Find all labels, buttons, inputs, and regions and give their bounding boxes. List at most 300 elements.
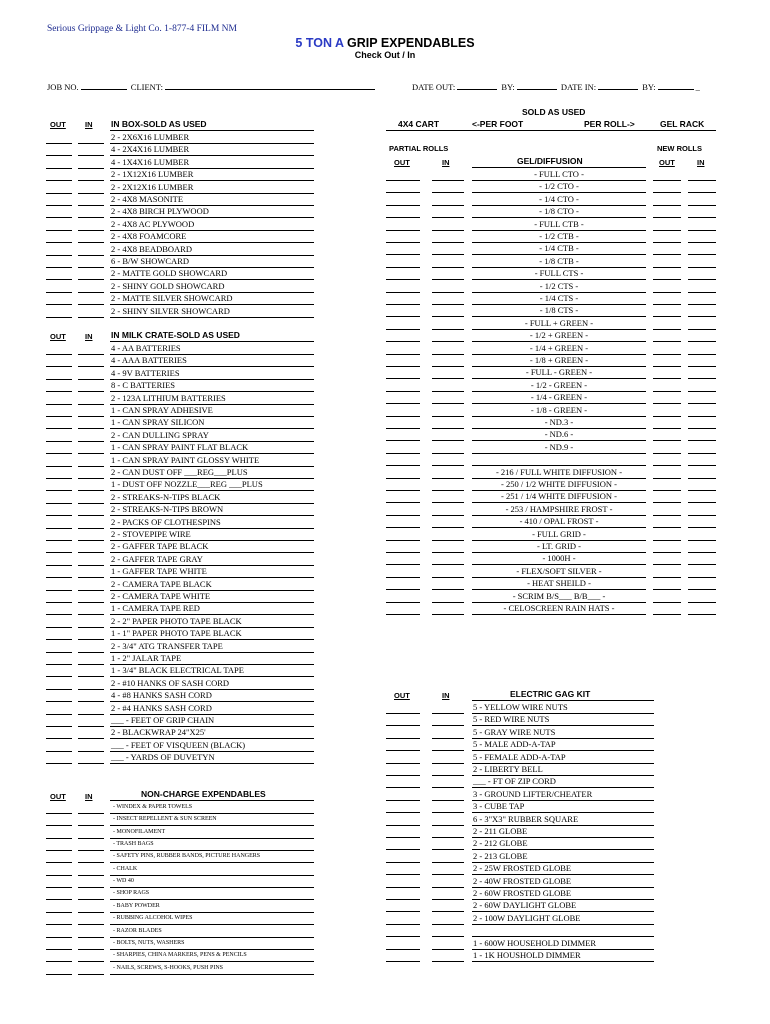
gel-out-blank[interactable] — [386, 230, 420, 231]
milk-crate-in-blank[interactable] — [78, 515, 104, 516]
gel-new-out-blank[interactable] — [653, 540, 681, 541]
electric-in-blank[interactable] — [432, 849, 464, 850]
gel-new-in-blank[interactable] — [688, 614, 716, 615]
gel-new-out-blank[interactable] — [653, 490, 681, 491]
milk-crate-out-blank[interactable] — [46, 676, 72, 677]
electric-in-blank[interactable] — [432, 825, 464, 826]
gel-new-in-blank[interactable] — [688, 292, 716, 293]
electric-in-blank[interactable] — [432, 725, 464, 726]
milk-crate-in-blank[interactable] — [78, 366, 104, 367]
gel-new-out-blank[interactable] — [653, 366, 681, 367]
milk-crate-out-blank[interactable] — [46, 701, 72, 702]
in-box-out-blank[interactable] — [46, 267, 72, 268]
gel-out-blank[interactable] — [386, 614, 420, 615]
gel-out-blank[interactable] — [386, 217, 420, 218]
electric-out-blank[interactable] — [386, 874, 420, 875]
in-box-in-blank[interactable] — [78, 279, 104, 280]
gel-new-in-blank[interactable] — [688, 304, 716, 305]
non-charge-out-blank[interactable] — [46, 887, 72, 888]
milk-crate-in-blank[interactable] — [78, 627, 104, 628]
milk-crate-out-blank[interactable] — [46, 466, 72, 467]
gel-new-out-blank[interactable] — [653, 577, 681, 578]
in-box-out-blank[interactable] — [46, 217, 72, 218]
electric-in-blank[interactable] — [432, 936, 464, 937]
gel-out-blank[interactable] — [386, 205, 420, 206]
gel-new-in-blank[interactable] — [688, 515, 716, 516]
non-charge-in-blank[interactable] — [78, 912, 104, 913]
gel-out-blank[interactable] — [386, 502, 420, 503]
gel-new-out-blank[interactable] — [653, 589, 681, 590]
gel-in-blank[interactable] — [432, 540, 464, 541]
gel-new-out-blank[interactable] — [653, 428, 681, 429]
gel-out-blank[interactable] — [386, 391, 420, 392]
gel-in-blank[interactable] — [432, 205, 464, 206]
in-box-in-blank[interactable] — [78, 217, 104, 218]
in-box-in-blank[interactable] — [78, 255, 104, 256]
gel-out-blank[interactable] — [386, 329, 420, 330]
milk-crate-out-blank[interactable] — [46, 552, 72, 553]
electric-out-blank[interactable] — [386, 961, 420, 962]
gel-new-in-blank[interactable] — [688, 242, 716, 243]
gel-in-blank[interactable] — [432, 428, 464, 429]
gel-in-blank[interactable] — [432, 577, 464, 578]
milk-crate-in-blank[interactable] — [78, 404, 104, 405]
gel-in-blank[interactable] — [432, 316, 464, 317]
electric-in-blank[interactable] — [432, 874, 464, 875]
non-charge-in-blank[interactable] — [78, 838, 104, 839]
gel-new-out-blank[interactable] — [653, 453, 681, 454]
gel-new-out-blank[interactable] — [653, 602, 681, 603]
milk-crate-out-blank[interactable] — [46, 441, 72, 442]
in-box-in-blank[interactable] — [78, 304, 104, 305]
gel-out-blank[interactable] — [386, 490, 420, 491]
milk-crate-out-blank[interactable] — [46, 503, 72, 504]
electric-out-blank[interactable] — [386, 949, 420, 950]
non-charge-in-blank[interactable] — [78, 887, 104, 888]
gel-new-out-blank[interactable] — [653, 316, 681, 317]
milk-crate-out-blank[interactable] — [46, 751, 72, 752]
non-charge-out-blank[interactable] — [46, 813, 72, 814]
milk-crate-out-blank[interactable] — [46, 590, 72, 591]
in-box-in-blank[interactable] — [78, 267, 104, 268]
milk-crate-in-blank[interactable] — [78, 664, 104, 665]
milk-crate-in-blank[interactable] — [78, 565, 104, 566]
non-charge-in-blank[interactable] — [78, 924, 104, 925]
gel-out-blank[interactable] — [386, 478, 420, 479]
milk-crate-in-blank[interactable] — [78, 552, 104, 553]
gel-out-blank[interactable] — [386, 564, 420, 565]
date-out-field[interactable] — [457, 81, 497, 90]
milk-crate-in-blank[interactable] — [78, 577, 104, 578]
gel-in-blank[interactable] — [432, 354, 464, 355]
gel-new-out-blank[interactable] — [653, 552, 681, 553]
gel-out-blank[interactable] — [386, 304, 420, 305]
in-box-in-blank[interactable] — [78, 242, 104, 243]
gel-new-in-blank[interactable] — [688, 589, 716, 590]
milk-crate-out-blank[interactable] — [46, 354, 72, 355]
non-charge-out-blank[interactable] — [46, 850, 72, 851]
non-charge-out-blank[interactable] — [46, 838, 72, 839]
electric-out-blank[interactable] — [386, 825, 420, 826]
electric-in-blank[interactable] — [432, 713, 464, 714]
electric-out-blank[interactable] — [386, 812, 420, 813]
gel-new-in-blank[interactable] — [688, 564, 716, 565]
gel-new-in-blank[interactable] — [688, 279, 716, 280]
gel-out-blank[interactable] — [386, 366, 420, 367]
electric-out-blank[interactable] — [386, 725, 420, 726]
electric-in-blank[interactable] — [432, 862, 464, 863]
gel-new-in-blank[interactable] — [688, 192, 716, 193]
gel-new-out-blank[interactable] — [653, 230, 681, 231]
gel-out-blank[interactable] — [386, 316, 420, 317]
in-box-out-blank[interactable] — [46, 317, 72, 318]
milk-crate-in-blank[interactable] — [78, 652, 104, 653]
gel-in-blank[interactable] — [432, 230, 464, 231]
electric-in-blank[interactable] — [432, 924, 464, 925]
gel-in-blank[interactable] — [432, 279, 464, 280]
in-box-in-blank[interactable] — [78, 317, 104, 318]
milk-crate-in-blank[interactable] — [78, 379, 104, 380]
electric-out-blank[interactable] — [386, 713, 420, 714]
in-box-out-blank[interactable] — [46, 155, 72, 156]
gel-new-out-blank[interactable] — [653, 292, 681, 293]
gel-in-blank[interactable] — [432, 217, 464, 218]
in-box-out-blank[interactable] — [46, 143, 72, 144]
milk-crate-in-blank[interactable] — [78, 726, 104, 727]
non-charge-in-blank[interactable] — [78, 949, 104, 950]
gel-new-out-blank[interactable] — [653, 205, 681, 206]
milk-crate-in-blank[interactable] — [78, 751, 104, 752]
milk-crate-out-blank[interactable] — [46, 565, 72, 566]
non-charge-in-blank[interactable] — [78, 850, 104, 851]
gel-out-blank[interactable] — [386, 192, 420, 193]
gel-new-out-blank[interactable] — [653, 465, 681, 466]
gel-new-in-blank[interactable] — [688, 366, 716, 367]
milk-crate-out-blank[interactable] — [46, 478, 72, 479]
gel-new-in-blank[interactable] — [688, 267, 716, 268]
milk-crate-out-blank[interactable] — [46, 577, 72, 578]
gel-new-in-blank[interactable] — [688, 354, 716, 355]
milk-crate-in-blank[interactable] — [78, 441, 104, 442]
gel-new-in-blank[interactable] — [688, 205, 716, 206]
non-charge-out-blank[interactable] — [46, 825, 72, 826]
milk-crate-out-blank[interactable] — [46, 738, 72, 739]
in-box-in-blank[interactable] — [78, 205, 104, 206]
milk-crate-out-blank[interactable] — [46, 714, 72, 715]
gel-out-blank[interactable] — [386, 354, 420, 355]
in-box-out-blank[interactable] — [46, 168, 72, 169]
gel-out-blank[interactable] — [386, 577, 420, 578]
electric-in-blank[interactable] — [432, 750, 464, 751]
milk-crate-in-blank[interactable] — [78, 354, 104, 355]
milk-crate-in-blank[interactable] — [78, 602, 104, 603]
milk-crate-out-blank[interactable] — [46, 416, 72, 417]
milk-crate-out-blank[interactable] — [46, 428, 72, 429]
gel-new-in-blank[interactable] — [688, 180, 716, 181]
electric-in-blank[interactable] — [432, 899, 464, 900]
gel-new-in-blank[interactable] — [688, 602, 716, 603]
in-box-out-blank[interactable] — [46, 242, 72, 243]
milk-crate-in-blank[interactable] — [78, 676, 104, 677]
gel-in-blank[interactable] — [432, 391, 464, 392]
electric-in-blank[interactable] — [432, 961, 464, 962]
electric-out-blank[interactable] — [386, 787, 420, 788]
in-box-out-blank[interactable] — [46, 180, 72, 181]
gel-out-blank[interactable] — [386, 279, 420, 280]
electric-in-blank[interactable] — [432, 949, 464, 950]
gel-new-in-blank[interactable] — [688, 552, 716, 553]
gel-new-out-blank[interactable] — [653, 515, 681, 516]
gel-out-blank[interactable] — [386, 428, 420, 429]
gel-in-blank[interactable] — [432, 242, 464, 243]
electric-in-blank[interactable] — [432, 787, 464, 788]
electric-out-blank[interactable] — [386, 936, 420, 937]
gel-out-blank[interactable] — [386, 552, 420, 553]
date-in-field[interactable] — [598, 81, 638, 90]
gel-out-blank[interactable] — [386, 378, 420, 379]
electric-out-blank[interactable] — [386, 738, 420, 739]
milk-crate-out-blank[interactable] — [46, 391, 72, 392]
gel-new-in-blank[interactable] — [688, 490, 716, 491]
electric-in-blank[interactable] — [432, 911, 464, 912]
gel-new-in-blank[interactable] — [688, 254, 716, 255]
gel-in-blank[interactable] — [432, 465, 464, 466]
gel-in-blank[interactable] — [432, 589, 464, 590]
gel-new-out-blank[interactable] — [653, 440, 681, 441]
non-charge-in-blank[interactable] — [78, 813, 104, 814]
non-charge-in-blank[interactable] — [78, 875, 104, 876]
milk-crate-out-blank[interactable] — [46, 726, 72, 727]
milk-crate-in-blank[interactable] — [78, 503, 104, 504]
in-box-out-blank[interactable] — [46, 255, 72, 256]
milk-crate-out-blank[interactable] — [46, 614, 72, 615]
gel-out-blank[interactable] — [386, 453, 420, 454]
gel-new-out-blank[interactable] — [653, 378, 681, 379]
by-in-field[interactable] — [658, 81, 694, 90]
non-charge-out-blank[interactable] — [46, 862, 72, 863]
gel-in-blank[interactable] — [432, 527, 464, 528]
gel-new-in-blank[interactable] — [688, 230, 716, 231]
gel-new-out-blank[interactable] — [653, 242, 681, 243]
gel-in-blank[interactable] — [432, 614, 464, 615]
milk-crate-out-blank[interactable] — [46, 515, 72, 516]
gel-in-blank[interactable] — [432, 254, 464, 255]
milk-crate-out-blank[interactable] — [46, 404, 72, 405]
gel-in-blank[interactable] — [432, 180, 464, 181]
non-charge-out-blank[interactable] — [46, 974, 72, 975]
electric-in-blank[interactable] — [432, 800, 464, 801]
gel-new-in-blank[interactable] — [688, 416, 716, 417]
gel-new-in-blank[interactable] — [688, 502, 716, 503]
gel-out-blank[interactable] — [386, 254, 420, 255]
gel-in-blank[interactable] — [432, 478, 464, 479]
gel-in-blank[interactable] — [432, 403, 464, 404]
milk-crate-in-blank[interactable] — [78, 540, 104, 541]
gel-out-blank[interactable] — [386, 292, 420, 293]
non-charge-out-blank[interactable] — [46, 899, 72, 900]
non-charge-in-blank[interactable] — [78, 937, 104, 938]
gel-in-blank[interactable] — [432, 267, 464, 268]
gel-in-blank[interactable] — [432, 292, 464, 293]
milk-crate-out-blank[interactable] — [46, 366, 72, 367]
electric-out-blank[interactable] — [386, 800, 420, 801]
milk-crate-in-blank[interactable] — [78, 701, 104, 702]
non-charge-out-blank[interactable] — [46, 924, 72, 925]
non-charge-in-blank[interactable] — [78, 974, 104, 975]
gel-new-out-blank[interactable] — [653, 254, 681, 255]
gel-new-out-blank[interactable] — [653, 341, 681, 342]
job-no-field[interactable] — [81, 81, 127, 90]
gel-new-out-blank[interactable] — [653, 217, 681, 218]
milk-crate-out-blank[interactable] — [46, 540, 72, 541]
gel-in-blank[interactable] — [432, 304, 464, 305]
electric-out-blank[interactable] — [386, 887, 420, 888]
in-box-in-blank[interactable] — [78, 230, 104, 231]
milk-crate-out-blank[interactable] — [46, 652, 72, 653]
gel-out-blank[interactable] — [386, 515, 420, 516]
milk-crate-in-blank[interactable] — [78, 614, 104, 615]
milk-crate-out-blank[interactable] — [46, 602, 72, 603]
gel-in-blank[interactable] — [432, 515, 464, 516]
gel-new-in-blank[interactable] — [688, 440, 716, 441]
electric-out-blank[interactable] — [386, 849, 420, 850]
electric-out-blank[interactable] — [386, 837, 420, 838]
non-charge-out-blank[interactable] — [46, 912, 72, 913]
non-charge-in-blank[interactable] — [78, 862, 104, 863]
milk-crate-in-blank[interactable] — [78, 490, 104, 491]
electric-in-blank[interactable] — [432, 812, 464, 813]
gel-new-out-blank[interactable] — [653, 192, 681, 193]
gel-new-in-blank[interactable] — [688, 527, 716, 528]
milk-crate-out-blank[interactable] — [46, 664, 72, 665]
gel-out-blank[interactable] — [386, 416, 420, 417]
electric-in-blank[interactable] — [432, 763, 464, 764]
non-charge-in-blank[interactable] — [78, 961, 104, 962]
milk-crate-in-blank[interactable] — [78, 590, 104, 591]
milk-crate-in-blank[interactable] — [78, 738, 104, 739]
milk-crate-in-blank[interactable] — [78, 714, 104, 715]
gel-out-blank[interactable] — [386, 180, 420, 181]
gel-new-out-blank[interactable] — [653, 564, 681, 565]
milk-crate-in-blank[interactable] — [78, 391, 104, 392]
gel-out-blank[interactable] — [386, 267, 420, 268]
milk-crate-in-blank[interactable] — [78, 428, 104, 429]
non-charge-out-blank[interactable] — [46, 961, 72, 962]
electric-out-blank[interactable] — [386, 775, 420, 776]
by-out-field[interactable] — [517, 81, 557, 90]
gel-new-out-blank[interactable] — [653, 279, 681, 280]
electric-in-blank[interactable] — [432, 775, 464, 776]
gel-new-in-blank[interactable] — [688, 577, 716, 578]
gel-new-in-blank[interactable] — [688, 478, 716, 479]
gel-new-in-blank[interactable] — [688, 465, 716, 466]
gel-new-out-blank[interactable] — [653, 527, 681, 528]
gel-out-blank[interactable] — [386, 589, 420, 590]
gel-out-blank[interactable] — [386, 440, 420, 441]
electric-in-blank[interactable] — [432, 887, 464, 888]
in-box-in-blank[interactable] — [78, 168, 104, 169]
gel-new-out-blank[interactable] — [653, 614, 681, 615]
electric-out-blank[interactable] — [386, 911, 420, 912]
in-box-in-blank[interactable] — [78, 292, 104, 293]
gel-new-out-blank[interactable] — [653, 180, 681, 181]
gel-new-out-blank[interactable] — [653, 304, 681, 305]
gel-new-out-blank[interactable] — [653, 502, 681, 503]
milk-crate-out-blank[interactable] — [46, 639, 72, 640]
milk-crate-in-blank[interactable] — [78, 453, 104, 454]
gel-in-blank[interactable] — [432, 341, 464, 342]
gel-out-blank[interactable] — [386, 602, 420, 603]
milk-crate-in-blank[interactable] — [78, 466, 104, 467]
gel-in-blank[interactable] — [432, 366, 464, 367]
milk-crate-in-blank[interactable] — [78, 528, 104, 529]
gel-new-in-blank[interactable] — [688, 329, 716, 330]
in-box-out-blank[interactable] — [46, 304, 72, 305]
gel-new-in-blank[interactable] — [688, 403, 716, 404]
gel-new-in-blank[interactable] — [688, 428, 716, 429]
in-box-out-blank[interactable] — [46, 230, 72, 231]
in-box-out-blank[interactable] — [46, 279, 72, 280]
gel-new-in-blank[interactable] — [688, 391, 716, 392]
gel-in-blank[interactable] — [432, 440, 464, 441]
electric-in-blank[interactable] — [432, 738, 464, 739]
gel-in-blank[interactable] — [432, 602, 464, 603]
gel-out-blank[interactable] — [386, 465, 420, 466]
in-box-out-blank[interactable] — [46, 193, 72, 194]
milk-crate-out-blank[interactable] — [46, 627, 72, 628]
electric-out-blank[interactable] — [386, 899, 420, 900]
gel-new-out-blank[interactable] — [653, 354, 681, 355]
milk-crate-in-blank[interactable] — [78, 689, 104, 690]
gel-in-blank[interactable] — [432, 502, 464, 503]
gel-new-in-blank[interactable] — [688, 453, 716, 454]
gel-in-blank[interactable] — [432, 416, 464, 417]
gel-new-out-blank[interactable] — [653, 478, 681, 479]
in-box-in-blank[interactable] — [78, 193, 104, 194]
gel-in-blank[interactable] — [432, 490, 464, 491]
milk-crate-out-blank[interactable] — [46, 490, 72, 491]
gel-out-blank[interactable] — [386, 403, 420, 404]
gel-in-blank[interactable] — [432, 378, 464, 379]
non-charge-out-blank[interactable] — [46, 949, 72, 950]
gel-out-blank[interactable] — [386, 527, 420, 528]
milk-crate-out-blank[interactable] — [46, 689, 72, 690]
non-charge-in-blank[interactable] — [78, 899, 104, 900]
gel-new-in-blank[interactable] — [688, 378, 716, 379]
gel-new-in-blank[interactable] — [688, 217, 716, 218]
gel-new-out-blank[interactable] — [653, 416, 681, 417]
milk-crate-in-blank[interactable] — [78, 416, 104, 417]
gel-new-in-blank[interactable] — [688, 540, 716, 541]
gel-in-blank[interactable] — [432, 192, 464, 193]
milk-crate-out-blank[interactable] — [46, 528, 72, 529]
gel-in-blank[interactable] — [432, 564, 464, 565]
gel-new-out-blank[interactable] — [653, 391, 681, 392]
gel-in-blank[interactable] — [432, 453, 464, 454]
electric-out-blank[interactable] — [386, 763, 420, 764]
gel-out-blank[interactable] — [386, 341, 420, 342]
gel-new-in-blank[interactable] — [688, 316, 716, 317]
milk-crate-out-blank[interactable] — [46, 763, 72, 764]
in-box-out-blank[interactable] — [46, 292, 72, 293]
gel-out-blank[interactable] — [386, 242, 420, 243]
milk-crate-out-blank[interactable] — [46, 453, 72, 454]
milk-crate-in-blank[interactable] — [78, 478, 104, 479]
in-box-in-blank[interactable] — [78, 155, 104, 156]
electric-out-blank[interactable] — [386, 862, 420, 863]
electric-out-blank[interactable] — [386, 924, 420, 925]
in-box-out-blank[interactable] — [46, 205, 72, 206]
